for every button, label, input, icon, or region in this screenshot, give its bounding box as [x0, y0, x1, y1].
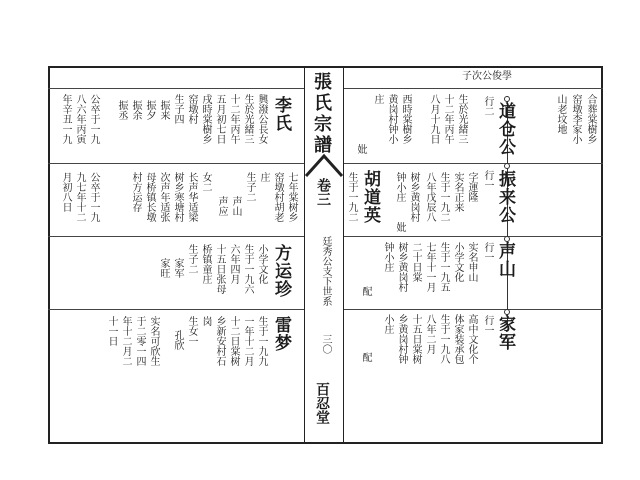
detail-col: 二十日棠	[410, 242, 421, 282]
detail-col: 生子二	[244, 172, 255, 202]
detail-col: 西時棠樹乡	[400, 94, 411, 144]
detail-col: 生子四	[172, 94, 183, 124]
detail-col: 振夕	[144, 100, 155, 120]
detail-col: 八年二月	[424, 314, 435, 354]
detail-col: 黄岗村钟小	[386, 94, 397, 144]
volume-label: 卷三	[315, 178, 331, 206]
detail-col: 月初八日	[60, 172, 71, 212]
section-label: 廷秀公支下世系	[320, 236, 331, 306]
detail-col: 振来	[158, 100, 169, 120]
person-name-5: 李氏	[271, 96, 291, 132]
detail-col: 窑墩村胡老	[272, 172, 283, 222]
detail-col: 声山	[230, 196, 241, 216]
detail-col: 家军	[172, 258, 183, 278]
hall-name: 百忍堂	[314, 382, 330, 424]
detail-col: 高中文化个	[466, 314, 477, 364]
detail-col: 十五日棠树	[410, 314, 421, 364]
detail-col: 实名可欣生	[148, 316, 159, 366]
detail-col: 八年戊辰八	[424, 172, 435, 222]
detail-col: 年辛丑一九	[60, 94, 71, 144]
mid-rule-right-2	[344, 236, 603, 237]
detail-col: 字運隆	[466, 172, 477, 202]
detail-col: 岗	[200, 316, 211, 326]
mid-rule-left-1	[48, 163, 304, 164]
detail-col: 一年十二月	[242, 316, 253, 366]
detail-col: 孔欣	[172, 330, 183, 350]
detail-col: 生于一九二	[438, 172, 449, 222]
detail-col: 声应	[216, 196, 227, 216]
detail-col: 八六年丙寅	[74, 94, 85, 144]
mid-rule-right-3	[344, 309, 603, 310]
person-name-2: 振来公	[495, 170, 515, 224]
detail-col: 生於光緒三	[456, 94, 467, 144]
detail-col: 年十二月二	[120, 316, 131, 366]
detail-col: 小学文化	[452, 242, 463, 282]
spouse-name: 胡道英	[360, 170, 380, 224]
detail-col: 五月初七日	[214, 94, 225, 144]
detail-col: 六年四月	[228, 244, 239, 284]
detail-col: 家旺	[158, 258, 169, 278]
mid-rule-right-1	[344, 163, 603, 164]
detail-col: 生於光緒三	[242, 94, 253, 144]
detail-col: 母桥镇长墩	[144, 172, 155, 222]
detail-col: 女二	[200, 172, 211, 192]
detail-col: 树乡黄岗村	[396, 242, 407, 292]
detail-col: 振丞	[116, 100, 127, 120]
detail-col: 生于一九六	[242, 244, 253, 294]
book-title: 張氏宗譜	[311, 72, 332, 156]
burial-2: 窑墩李家小	[570, 94, 581, 144]
detail-col: 生于一九八	[438, 314, 449, 364]
detail-col: 村方运存	[130, 172, 141, 212]
detail-col: 窑墩村	[186, 94, 197, 124]
detail-col: 公卒于一九	[88, 94, 99, 144]
detail-col: 实名申山	[466, 242, 477, 282]
detail-col: 乡黄岗村钟	[396, 314, 407, 364]
detail-col: 于二零一四	[134, 316, 145, 366]
detail-col: 庄	[258, 172, 269, 182]
burial-1: 合葬棠樹乡	[585, 94, 596, 144]
detail-col: 振余	[130, 100, 141, 120]
burial-3: 山老坟地	[555, 94, 566, 134]
gen-label-2: 行一	[482, 170, 493, 190]
detail-col: 十二年丙午	[228, 94, 239, 144]
detail-col: 七年十一月	[424, 242, 435, 292]
spouse-label: 妣	[394, 222, 405, 232]
detail-col: 十二年丙午	[442, 94, 453, 144]
spouse-label: 配	[360, 352, 371, 362]
detail-col: 生子二	[186, 244, 197, 274]
detail-col: 钟小庄	[382, 242, 393, 272]
detail-col: 十五日张母	[214, 244, 225, 294]
person-name-4: 家军	[495, 315, 515, 351]
detail-col: 生于一九九	[256, 316, 267, 366]
gen-label-4: 行一	[482, 315, 493, 335]
mid-rule-left-3	[48, 309, 304, 310]
spouse-detail: 生于一九二	[346, 172, 357, 222]
detail-col: 乡新安村石	[214, 316, 225, 366]
detail-col: 树乡寒塘村	[172, 172, 183, 222]
detail-col: 八月十九日	[428, 94, 439, 144]
detail-col: 体家装承包	[452, 314, 463, 364]
detail-col: 桥镇童庄	[200, 244, 211, 284]
spouse-label: 配	[360, 286, 371, 296]
header-rule-right	[344, 88, 603, 89]
detail-col: 興潑公長女	[256, 94, 267, 144]
detail-col: 九七年十二	[74, 172, 85, 222]
detail-col: 十一日	[106, 316, 117, 346]
detail-col: 小学文化	[256, 244, 267, 284]
detail-col: 戌時棠樹乡	[200, 94, 211, 144]
detail-col: 庄	[372, 94, 383, 104]
gen-label-1: 行二	[482, 96, 493, 116]
detail-col: 小庄	[382, 314, 393, 334]
detail-col: 钟小庄	[394, 172, 405, 202]
page-header: 子次公俊學	[462, 71, 512, 82]
detail-col: 树乡黄岗村	[408, 172, 419, 222]
mid-rule-left-2	[48, 236, 304, 237]
detail-col: 生女一	[186, 316, 197, 346]
fish-tail-mark	[305, 152, 343, 178]
page-number: 三〇	[320, 334, 331, 354]
person-name-6: 方运珍	[271, 244, 291, 298]
detail-col: 长声华适梁	[186, 172, 197, 222]
detail-col: 生于一九五	[438, 242, 449, 292]
person-name-1: 道仓公	[495, 102, 515, 156]
person-name-3: 声山	[495, 242, 515, 278]
lineage-node-2	[504, 163, 510, 169]
detail-col: 十二日棠树	[228, 316, 239, 366]
detail-col: 实名正来	[452, 172, 463, 212]
header-rule-left	[48, 88, 304, 89]
person-name-7: 雷梦	[271, 316, 291, 352]
gen-label-3: 行一	[482, 242, 493, 262]
detail-col: 次声年适张	[158, 172, 169, 222]
spouse-label: 妣	[355, 144, 366, 154]
detail-col: 七年棠树乡	[286, 172, 297, 222]
detail-col: 公卒于一九	[88, 172, 99, 222]
